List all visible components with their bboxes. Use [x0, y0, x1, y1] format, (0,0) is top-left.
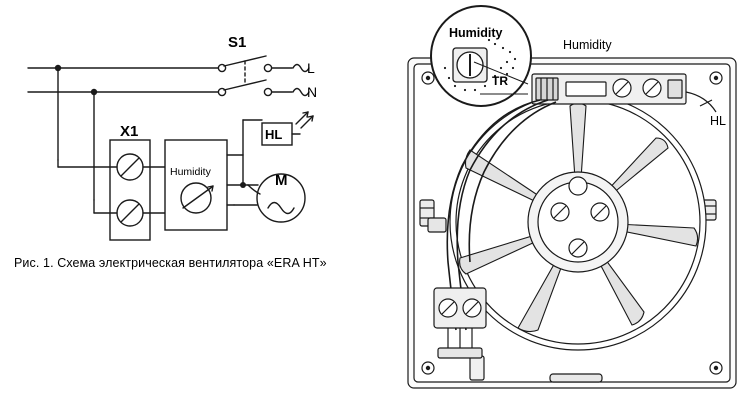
- label-humidity-module: Humidity: [170, 166, 211, 178]
- board-capacitor: [668, 80, 682, 98]
- switch-contact-N-out: [264, 88, 271, 95]
- zoom-callout-title: Humidity: [449, 26, 503, 40]
- led-arrow-2-head2: [312, 116, 313, 121]
- label-neutral-n: N: [307, 84, 318, 100]
- label-switch-s1: S1: [228, 34, 247, 51]
- label-terminal-x1: X1: [120, 123, 139, 140]
- humidity-sensor-arrow-2: [212, 186, 213, 191]
- mount-hole-br-center: [714, 366, 718, 370]
- mount-hole-bl-center: [426, 366, 430, 370]
- junction-dot-L: [55, 65, 61, 71]
- figure-caption: Рис. 1. Схема электрическая вентилятора «ERA HT»: [14, 256, 327, 270]
- bottom-bracket: [470, 356, 484, 380]
- label-motor-m: M: [275, 172, 288, 189]
- label-photo-humidity: Humidity: [563, 38, 612, 52]
- junction-dot-N: [91, 89, 97, 95]
- label-indicator-hl: HL: [265, 127, 283, 142]
- mount-hole-tr-center: [714, 76, 718, 80]
- zoom-callout-trimmer-label: TR: [492, 74, 508, 88]
- callout-leader-lines: [470, 50, 590, 130]
- hub-screw-top: [569, 177, 587, 195]
- label-line-l: L: [307, 60, 315, 76]
- junction-dot-motor: [240, 182, 246, 188]
- led-arrow-1-head2: [307, 112, 308, 117]
- label-photo-hl: HL: [710, 114, 726, 128]
- bottom-vent-slot: [550, 374, 602, 382]
- switch-contact-L-out: [264, 64, 271, 71]
- fan-interior-illustration: [400, 0, 750, 410]
- cable-clamp-left: [428, 218, 446, 232]
- terminal-bottom-clamp: [438, 348, 482, 358]
